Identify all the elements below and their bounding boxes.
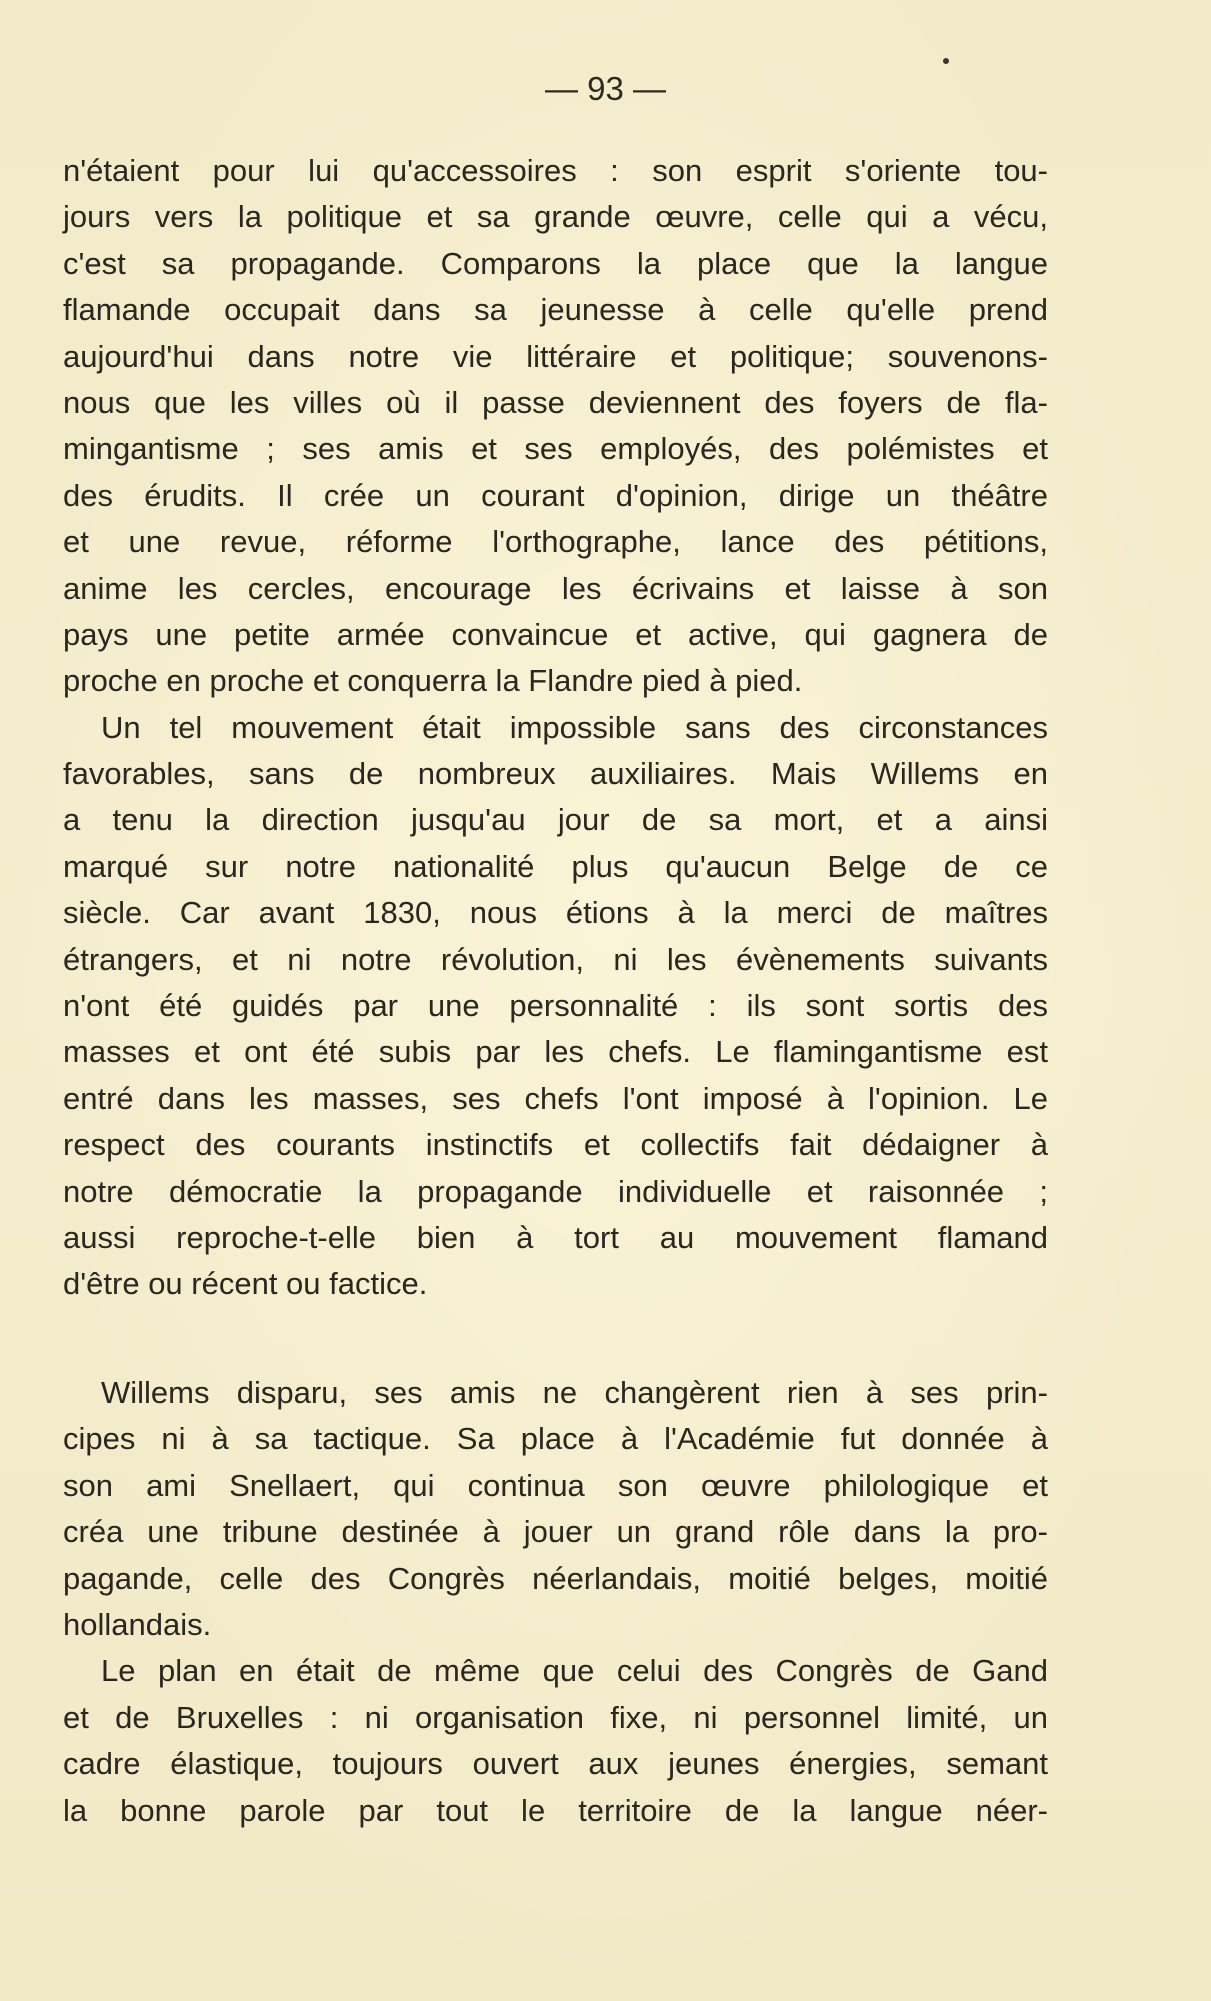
text-line: c'est sa propagande. Comparons la place que la langue [63, 245, 1048, 281]
text-line: hollandais. [63, 1606, 212, 1642]
text-line: aujourd'hui dans notre vie littéraire et politique; souvenons- [63, 338, 1048, 374]
text-line: n'étaient pour lui qu'accessoires : son esprit s'oriente tou- [63, 153, 1048, 188]
text-line: des érudits. Il crée un courant d'opinion, dirige un théâtre [63, 477, 1048, 513]
text-line: n'ont été guidés par une personnalité : ils sont sortis des [63, 988, 1048, 1024]
text-line: flamande occupait dans sa jeunesse à celle qu'elle prend [63, 292, 1048, 328]
text-line: et une revue, réforme l'orthographe, lance des pétitions, [63, 524, 1048, 560]
text-line: Willems disparu, ses amis ne changèrent rien à ses prin- [101, 1375, 1048, 1410]
text-line: la bonne parole par tout le territoire de la langue néer- [63, 1792, 1048, 1828]
text-line: masses et ont été subis par les chefs. Le flamingantisme est [63, 1034, 1048, 1070]
text-line: et de Bruxelles : ni organisation fixe, ni personnel limité, un [63, 1699, 1048, 1735]
text-line: proche en proche et conquerra la Flandre pied à pied. [63, 663, 803, 699]
ink-speck [943, 58, 949, 64]
text-line: siècle. Car avant 1830, nous étions à la merci de maîtres [63, 895, 1048, 931]
body-text-block-1 [63, 148, 1048, 1308]
text-line: notre démocratie la propagande individuelle et raisonnée ; [63, 1173, 1048, 1209]
text-line: étrangers, et ni notre révolution, ni les évènements suivants [63, 941, 1048, 977]
text-line: entré dans les masses, ses chefs l'ont imposé à l'opinion. Le [63, 1080, 1048, 1116]
text-line: cadre élastique, toujours ouvert aux jeunes énergies, semant [63, 1746, 1048, 1782]
text-line: son ami Snellaert, qui continua son œuvre philologique et [63, 1467, 1048, 1503]
text-line: créa une tribune destinée à jouer un grand rôle dans la pro- [63, 1514, 1048, 1550]
text-line: mingantisme ; ses amis et ses employés, des polémistes et [63, 431, 1048, 467]
text-line: marqué sur notre nationalité plus qu'aucun Belge de ce [63, 848, 1048, 884]
text-line: pagande, celle des Congrès néerlandais, moitié belges, moitié [63, 1560, 1048, 1596]
text-line: aussi reproche-t-elle bien à tort au mouvement flamand [63, 1219, 1048, 1255]
text-line: d'être ou récent ou factice. [63, 1266, 428, 1302]
text-line: anime les cercles, encourage les écrivains et laisse à son [63, 570, 1048, 606]
body-text-block-2 [63, 1370, 1048, 1834]
text-line: a tenu la direction jusqu'au jour de sa mort, et a ainsi [63, 802, 1048, 838]
text-line: nous que les villes où il passe deviennent des foyers de fla- [63, 384, 1048, 420]
text-line: favorables, sans de nombreux auxiliaires. Mais Willems en [63, 756, 1048, 792]
text-line: jours vers la politique et sa grande œuvre, celle qui a vécu, [63, 199, 1048, 235]
text-line: cipes ni à sa tactique. Sa place à l'Académie fut donnée à [63, 1421, 1048, 1457]
text-line: respect des courants instinctifs et collectifs fait dédaigner à [63, 1127, 1048, 1163]
text-line: Le plan en était de même que celui des Congrès de Gand [101, 1653, 1048, 1689]
text-line: pays une petite armée convaincue et active, qui gagnera de [63, 616, 1048, 652]
text-line: Un tel mouvement était impossible sans des circonstances [101, 709, 1048, 745]
page-number: — 93 — [544, 70, 667, 107]
